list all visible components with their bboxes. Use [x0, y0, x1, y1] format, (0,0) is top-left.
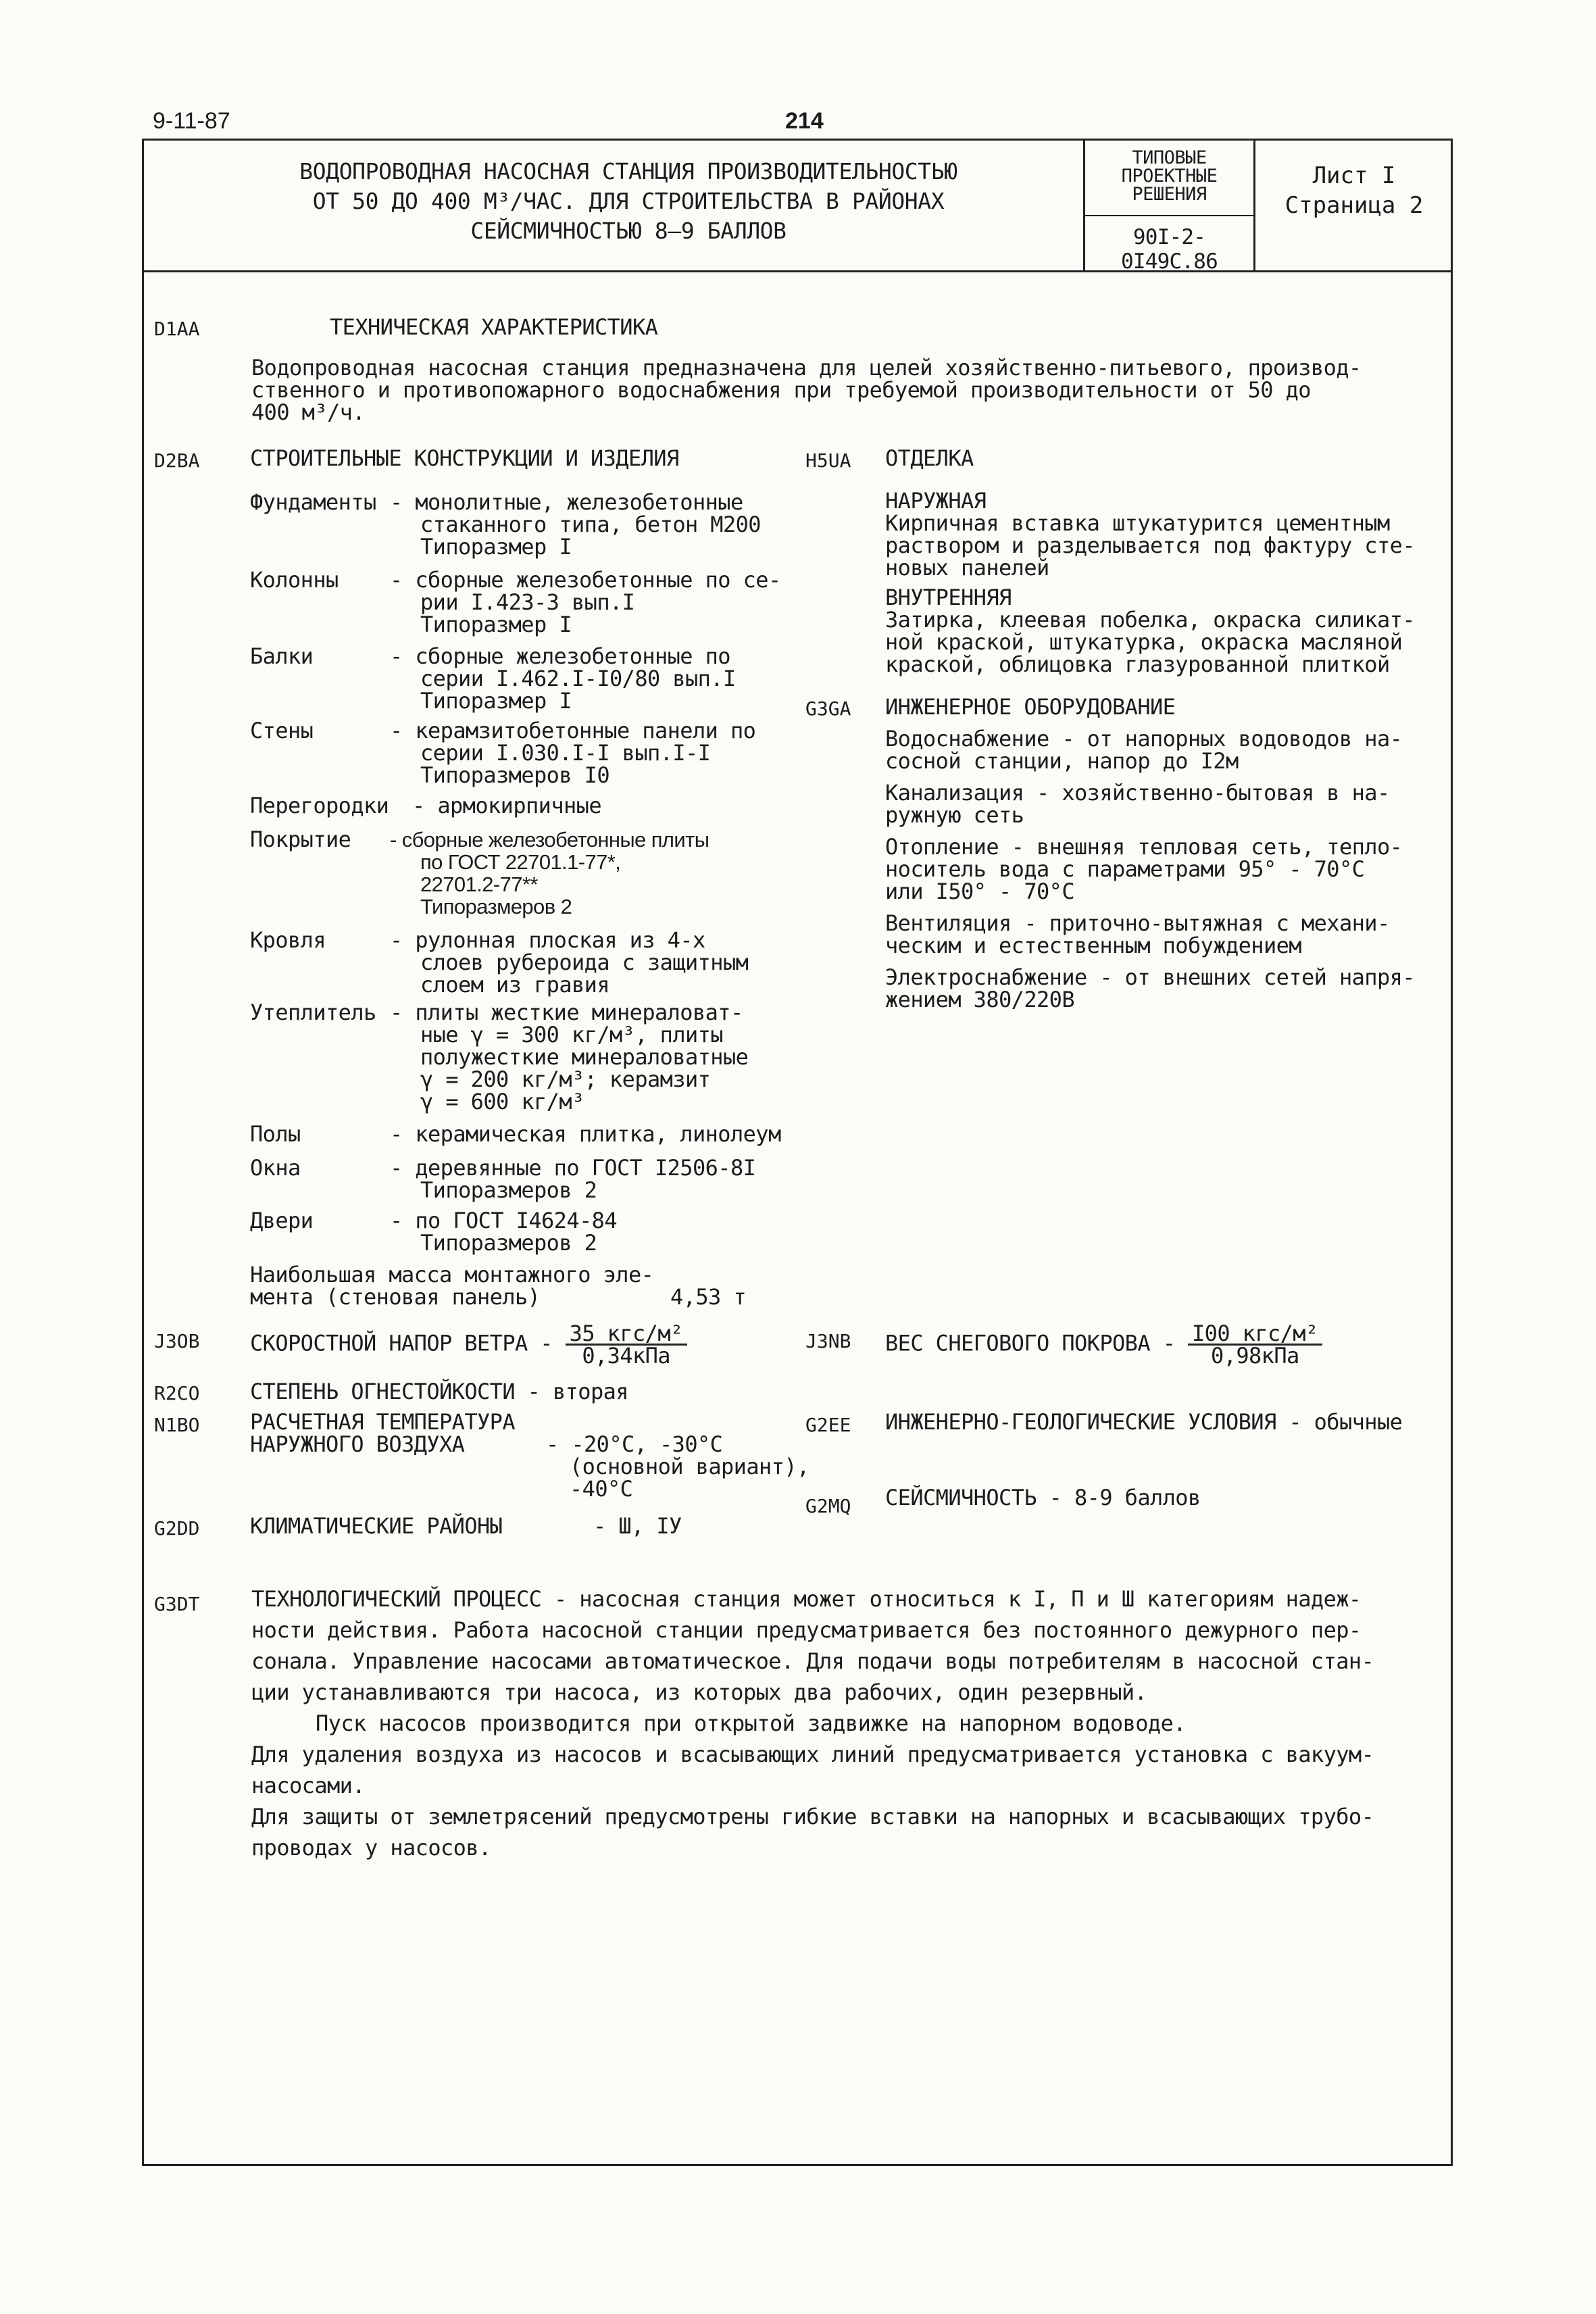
climate-label: КЛИМАТИЧЕСКИЕ РАЙОНЫ	[250, 1513, 503, 1539]
finishing-outer: НАРУЖНАЯ Кирпичная вставка штукатурится цементным раствором и разделывается под фактуру сте- новых панелей	[885, 488, 1415, 581]
sheet-info	[1255, 161, 1453, 220]
text-line: Для удаления воздуха из насосов и всасывающих линий предусматривается установка с вакуум-	[251, 1742, 1374, 1767]
text-line: ции устанавливаются три насоса, из которых два рабочих, один резервный.	[251, 1679, 1147, 1705]
outdoor-temp-label: РАСЧЕТНАЯ ТЕМПЕРАТУРА НАРУЖНОГО ВОЗДУХА	[250, 1409, 515, 1457]
equipment-item: Отопление - внешняя тепловая сеть, тепло- носитель вода с параметрами 95° - 70°С или I50° - 70°С	[885, 834, 1403, 904]
section-code: J3NB	[805, 1330, 851, 1352]
title-block	[203, 157, 1054, 246]
equipment-item: Электроснабжение - от внешних сетей напря- жением 380/220В	[885, 964, 1415, 1012]
section-code: G3GA	[805, 697, 851, 720]
item-label: Полы	[250, 1121, 301, 1147]
section-code: D1AA	[154, 318, 200, 340]
item-text: - деревянные по ГОСТ I2506-8I Типоразмеров 2	[390, 1155, 756, 1203]
tech-description	[251, 357, 1441, 424]
item-label: Перегородки	[250, 793, 389, 818]
item-label: Кровля	[250, 927, 326, 953]
item-label: Балки	[250, 643, 314, 669]
item-text: - рулонная плоская из 4-х слоев рубероида с защитным слоем из гравия	[390, 927, 749, 998]
finishing-inner: ВНУТРЕННЯЯ Затирка, клеевая побелка, окраска силикат- ной краской, штукатурка, окраска масляной краской, облицовка глазурованной плиткой	[885, 585, 1415, 677]
text-line: Для защиты от землетрясений предусмотрены гибкие вставки на напорных и всасывающих трубо-	[251, 1804, 1374, 1829]
sheet-number: Лист I	[1312, 162, 1396, 189]
section-code: H5UA	[805, 449, 851, 472]
text-line: Водопроводная насосная станция предназначена для целей хозяйственно-питьевого, производ-	[251, 355, 1362, 380]
wind-label: СКОРОСТНОЙ НАПОР ВЕТРА -	[250, 1330, 553, 1356]
doc-number: 90I-2-0I49С.86	[1121, 225, 1218, 274]
section-code: J3OB	[154, 1330, 200, 1352]
typical-line: РЕШЕНИЯ	[1132, 184, 1207, 205]
item-text: - керамзитобетонные панели по серии I.030.I-I вып.I-I Типоразмеров I0	[390, 718, 756, 788]
typical-line: ПРОЕКТНЫЕ	[1121, 166, 1218, 187]
finishing-heading: ОТДЕЛКА	[885, 445, 974, 471]
equipment-item: Вентиляция - приточно-вытяжная с механи- ческим и естественным побуждением	[885, 910, 1390, 958]
item-text: - керамическая плитка, линолеум	[390, 1121, 781, 1147]
structures-heading: СТРОИТЕЛЬНЫЕ КОНСТРУКЦИИ И ИЗДЕЛИЯ	[250, 445, 679, 471]
text-line: ТЕХНОЛОГИЧЕСКИЙ ПРОЦЕСС - насосная станция может относиться к I, П и Ш категориям надеж-	[251, 1586, 1362, 1612]
item-label: Покрытие	[250, 827, 351, 852]
equipment-item: Канализация - хозяйственно-бытовая в на- ружную сеть	[885, 780, 1390, 828]
snow-fraction	[1188, 1321, 1322, 1369]
section-code: R2CO	[154, 1382, 200, 1404]
item-label: Стены	[250, 718, 314, 743]
text-line: проводах у насосов.	[251, 1835, 491, 1861]
item-label: Колонны	[250, 567, 339, 593]
section-code: G2DD	[154, 1517, 200, 1540]
title-line: ОТ 50 ДО 400 М³/ЧАС. ДЛЯ СТРОИТЕЛЬСТВА В РАЙОНАХ	[312, 188, 945, 214]
item-text: - по ГОСТ I4624-84 Типоразмеров 2	[390, 1208, 617, 1256]
typical-line: ТИПОВЫЕ	[1132, 147, 1207, 168]
tech-heading: ТЕХНИЧЕСКАЯ ХАРАКТЕРИСТИКА	[330, 314, 658, 340]
section-code: N1BO	[154, 1414, 200, 1436]
snow-num: I00 кгс/м²	[1188, 1323, 1322, 1346]
item-text: - плиты жесткие минераловат- ные γ = 300 кг/м³, плиты полужесткие минераловатные γ = 200 кг/м³; керамзит γ = 600 кг/м³	[390, 1000, 749, 1114]
text-line: 400 м³/ч.	[251, 399, 365, 425]
section-code: G2EE	[805, 1414, 851, 1436]
geology-conditions: ИНЖЕНЕРНО-ГЕОЛОГИЧЕСКИЕ УСЛОВИЯ - обычные	[885, 1409, 1403, 1435]
equipment-heading: ИНЖЕНЕРНОЕ ОБОРУДОВАНИЕ	[885, 694, 1176, 720]
item-text: - монолитные, железобетонные стаканного типа, бетон М200 Типоразмер I	[390, 489, 761, 560]
section-code: G3DT	[154, 1593, 200, 1615]
snow-den: 0,98кПа	[1210, 1343, 1299, 1369]
wind-den: 0,34кПа	[582, 1343, 670, 1369]
snow-load	[885, 1321, 1322, 1369]
page-number: 214	[785, 108, 824, 134]
sheet-page: Страница 2	[1285, 192, 1424, 219]
section-code: G2MQ	[805, 1495, 851, 1517]
item-label: Двери	[250, 1208, 314, 1233]
wind-fraction	[566, 1321, 687, 1369]
text-line: ственного и противопожарного водоснабжения при требуемой производительности от 50 до	[251, 377, 1311, 403]
max-mass-value: 4,53 т	[670, 1284, 746, 1310]
item-label: Утеплитель	[250, 1000, 376, 1025]
section-code: D2BA	[154, 449, 200, 472]
typical-solutions-label	[1085, 149, 1253, 203]
title-line: СЕЙСМИЧНОСТЬЮ 8–9 БАЛЛОВ	[470, 218, 787, 244]
title-line: ВОДОПРОВОДНАЯ НАСОСНАЯ СТАНЦИЯ ПРОИЗВОДИТЕЛЬНОСТЬЮ	[299, 158, 957, 184]
item-text: - сборные железобетонные по серии I.462.I-I0/80 вып.I Типоразмер I	[390, 643, 736, 714]
text-line: ности действия. Работа насосной станции предусматривается без постоянного дежурного пер-	[251, 1617, 1362, 1643]
outdoor-temp-values: - -20°С, -30°С (основной вариант), -40°С	[546, 1431, 809, 1502]
series-code: 9-11-87	[153, 108, 230, 134]
technological-process	[251, 1583, 1444, 1863]
max-mass: Наибольшая масса монтажного эле- мента (стеновая панель)	[250, 1262, 654, 1310]
item-label: Фундаменты	[250, 489, 376, 515]
snow-label: ВЕС СНЕГОВОГО ПОКРОВА -	[885, 1330, 1176, 1356]
equipment-item: Водоснабжение - от напорных водоводов на- сосной станции, напор до I2м	[885, 726, 1403, 774]
text-line: сонала. Управление насосами автоматическое. Для подачи воды потребителям в насосной стан-	[251, 1648, 1374, 1674]
wind-pressure	[250, 1321, 687, 1369]
title-divider	[142, 270, 1453, 272]
typical-underline	[1085, 215, 1253, 216]
item-text: - сборные железобетонные по се- рии I.423-3 вып.I Типоразмер I	[390, 567, 781, 637]
item-text: - сборные железобетонные плиты по ГОСТ 22701.1-77*, 22701.2-77** Типоразмеров 2	[390, 828, 709, 918]
text-line: насосами.	[251, 1773, 365, 1798]
climate-value: - Ш, IУ	[593, 1513, 682, 1539]
item-label: Окна	[250, 1155, 301, 1181]
seismicity: СЕЙСМИЧНОСТЬ - 8-9 баллов	[885, 1485, 1201, 1510]
wind-num: 35 кгс/м²	[566, 1323, 687, 1346]
item-text: - армокирпичные	[412, 793, 601, 818]
fire-resistance: СТЕПЕНЬ ОГНЕСТОЙКОСТИ - вторая	[250, 1379, 628, 1404]
text-line: Пуск насосов производится при открытой задвижке на напорном водоводе.	[316, 1710, 1186, 1736]
